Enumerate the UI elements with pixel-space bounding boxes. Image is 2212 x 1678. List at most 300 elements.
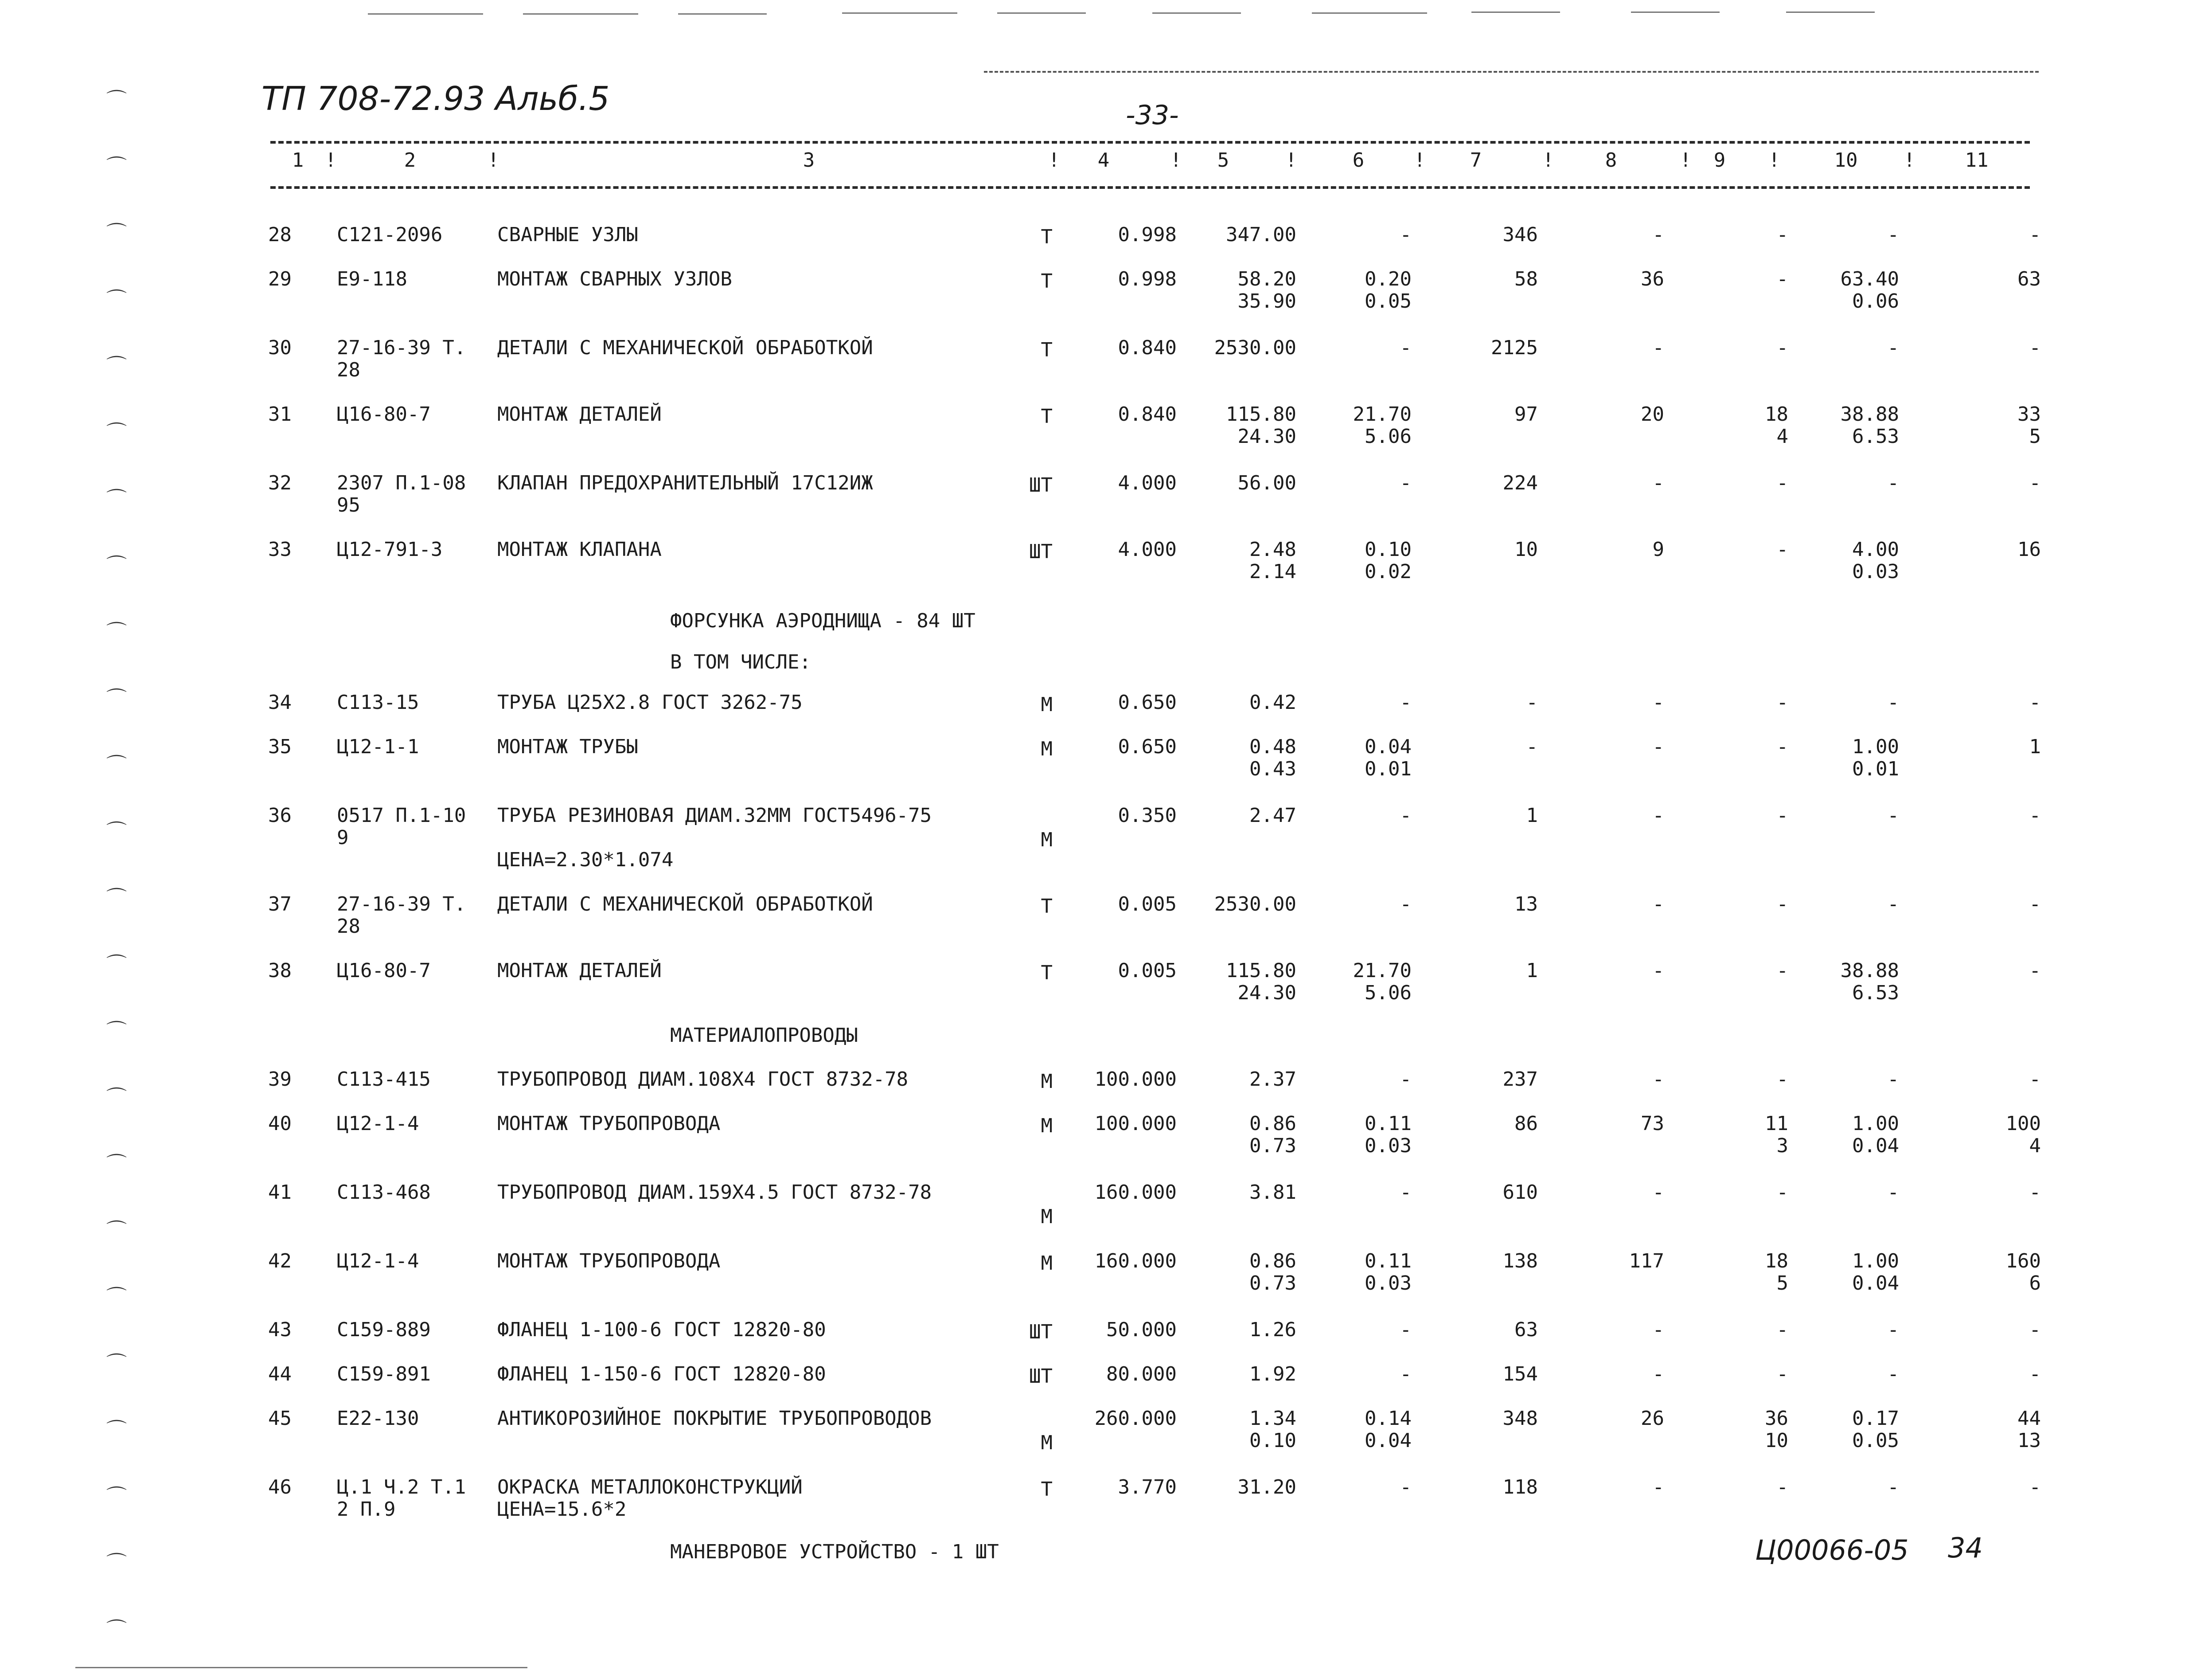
col-8-line: - bbox=[1652, 472, 1664, 494]
col-9-line: 5 bbox=[1776, 1272, 1788, 1295]
unit-line: М bbox=[1041, 1115, 1053, 1137]
col-7-line: - bbox=[1526, 735, 1538, 758]
unit-line: Т bbox=[1041, 405, 1053, 428]
col-8-line: - bbox=[1652, 223, 1664, 246]
col-8-line: 36 bbox=[1641, 268, 1664, 290]
col-5-line: 1.34 bbox=[1249, 1407, 1296, 1430]
col-11 bbox=[2029, 1068, 2041, 1091]
col-7 bbox=[1514, 893, 1538, 915]
col-5-line: 2.48 bbox=[1249, 538, 1296, 561]
col-10-line: 0.17 bbox=[1852, 1407, 1899, 1430]
column-header-5: 5 bbox=[1217, 149, 1229, 172]
row-number bbox=[268, 268, 292, 290]
row-number-line: 42 bbox=[268, 1250, 292, 1272]
col-7-line: 97 bbox=[1514, 403, 1538, 426]
quantity bbox=[1095, 1068, 1177, 1091]
col-7-line: 1 bbox=[1526, 959, 1538, 982]
item-name bbox=[497, 472, 873, 494]
col-6-line: 21.70 bbox=[1353, 403, 1412, 426]
binding-hole-mark: ⌒ bbox=[106, 1086, 127, 1110]
col-10-line: 0.01 bbox=[1852, 758, 1899, 780]
price-code bbox=[337, 1408, 419, 1430]
row-number-line: 29 bbox=[268, 268, 292, 290]
scan-line bbox=[75, 1667, 527, 1668]
col-11 bbox=[2029, 1181, 2041, 1204]
col-10 bbox=[1888, 805, 1900, 827]
sheet-number: 34 bbox=[1948, 1532, 1983, 1564]
col-8 bbox=[1641, 403, 1664, 426]
col-6 bbox=[1365, 1250, 1412, 1295]
col-10 bbox=[1888, 337, 1900, 359]
col-10-line: 0.04 bbox=[1852, 1134, 1899, 1157]
col-11 bbox=[2029, 1319, 2041, 1341]
unit bbox=[1029, 1365, 1053, 1388]
unit bbox=[1041, 896, 1053, 918]
col-8-line: 9 bbox=[1652, 538, 1664, 561]
scan-line bbox=[368, 13, 483, 15]
quantity bbox=[1118, 805, 1177, 827]
col-9-line: 18 bbox=[1765, 1250, 1788, 1272]
col-5-line: 1.92 bbox=[1249, 1363, 1296, 1385]
col-9 bbox=[1777, 1363, 1789, 1385]
col-5 bbox=[1249, 1408, 1296, 1452]
row-number-line: 37 bbox=[268, 893, 292, 915]
col-11-line: 44 bbox=[2017, 1407, 2041, 1430]
col-6 bbox=[1400, 224, 1412, 246]
col-11 bbox=[2029, 805, 2041, 827]
col-11 bbox=[2029, 893, 2041, 915]
col-6 bbox=[1400, 1068, 1412, 1091]
col-6-line: 0.04 bbox=[1365, 735, 1412, 758]
header-top-rule bbox=[270, 141, 2030, 144]
price-code bbox=[337, 1363, 431, 1385]
item-name bbox=[497, 805, 932, 871]
col-6-line: 0.05 bbox=[1365, 290, 1412, 313]
item-name-line: ФЛАНЕЦ 1-150-6 ГОСТ 12820-80 bbox=[497, 1363, 826, 1385]
col-6-line: - bbox=[1400, 1068, 1412, 1091]
item-name-line: МОНТАЖ ТРУБЫ bbox=[497, 735, 638, 758]
col-11 bbox=[2029, 472, 2041, 494]
price-code-line: Ц.1 Ч.2 Т.1 bbox=[337, 1476, 466, 1498]
col-11 bbox=[2017, 539, 2041, 561]
col-5 bbox=[1238, 268, 1296, 313]
col-9-line: - bbox=[1776, 804, 1788, 827]
binding-hole-mark: ⌒ bbox=[106, 687, 127, 711]
col-9 bbox=[1765, 1408, 1788, 1452]
quantity-line: 4.000 bbox=[1118, 472, 1177, 494]
binding-hole-mark: ⌒ bbox=[106, 1219, 127, 1243]
item-name bbox=[497, 337, 873, 359]
binding-hole-mark: ⌒ bbox=[106, 221, 127, 245]
price-code-line: Е22-130 bbox=[337, 1407, 419, 1430]
col-6-line: - bbox=[1400, 1318, 1412, 1341]
scan-line bbox=[997, 12, 1086, 14]
row-number-line: 31 bbox=[268, 403, 292, 426]
col-6-line: - bbox=[1400, 804, 1412, 827]
item-name bbox=[497, 893, 873, 915]
page-number: -33- bbox=[1126, 100, 1179, 131]
item-name bbox=[497, 1408, 932, 1430]
col-11-line: - bbox=[2029, 1363, 2041, 1385]
col-10-line: - bbox=[1887, 1068, 1899, 1091]
col-6-line: 0.11 bbox=[1365, 1250, 1412, 1272]
item-name-line: МОНТАЖ КЛАПАНА bbox=[497, 538, 662, 561]
col-9 bbox=[1777, 1068, 1789, 1091]
col-8 bbox=[1653, 736, 1665, 758]
col-11-line: - bbox=[2029, 1318, 2041, 1341]
col-7-line: 346 bbox=[1502, 223, 1538, 246]
col-11-line: - bbox=[2029, 472, 2041, 494]
row-number bbox=[268, 1113, 292, 1135]
quantity-line: 3.770 bbox=[1118, 1476, 1177, 1498]
item-name bbox=[497, 736, 638, 758]
col-10-line: 0.04 bbox=[1852, 1272, 1899, 1295]
unit-line: Т bbox=[1041, 339, 1053, 361]
col-10 bbox=[1888, 1363, 1900, 1385]
price-code-line: 95 bbox=[337, 494, 360, 516]
unit bbox=[1041, 1206, 1053, 1228]
col-6 bbox=[1400, 472, 1412, 494]
col-11-line: 33 bbox=[2017, 403, 2041, 426]
col-6-line: - bbox=[1400, 1476, 1412, 1498]
quantity bbox=[1118, 692, 1177, 714]
column-separator: ! bbox=[1768, 149, 1780, 172]
col-8-line: - bbox=[1652, 804, 1664, 827]
column-header-7: 7 bbox=[1470, 149, 1482, 172]
binding-hole-mark: ⌒ bbox=[106, 288, 127, 312]
row-number-line: 36 bbox=[268, 804, 292, 827]
col-8-line: - bbox=[1652, 1476, 1664, 1498]
col-8-line: - bbox=[1652, 691, 1664, 714]
col-10-line: 6.53 bbox=[1852, 425, 1899, 448]
col-5-line: 24.30 bbox=[1237, 982, 1296, 1004]
col-10 bbox=[1888, 1068, 1900, 1091]
col-11 bbox=[2029, 1363, 2041, 1385]
scan-line bbox=[1312, 12, 1427, 14]
col-6-line: 0.14 bbox=[1365, 1407, 1412, 1430]
col-11-line: - bbox=[2029, 893, 2041, 915]
binding-hole-mark: ⌒ bbox=[106, 88, 127, 112]
col-5 bbox=[1249, 1250, 1296, 1295]
quantity-line: 0.998 bbox=[1118, 223, 1177, 246]
col-11-line: 4 bbox=[2029, 1134, 2041, 1157]
col-11-line: - bbox=[2029, 804, 2041, 827]
price-code-line: С113-15 bbox=[337, 691, 419, 714]
col-5 bbox=[1249, 736, 1296, 780]
col-9-line: - bbox=[1776, 1068, 1788, 1091]
col-9 bbox=[1777, 224, 1789, 246]
col-10-line: - bbox=[1887, 336, 1899, 359]
col-6 bbox=[1365, 268, 1412, 313]
unit bbox=[1041, 1432, 1053, 1454]
col-7-line: 1 bbox=[1526, 804, 1538, 827]
col-10-line: - bbox=[1887, 223, 1899, 246]
col-9 bbox=[1777, 539, 1789, 561]
col-11 bbox=[2017, 268, 2041, 290]
col-11-line: 16 bbox=[2017, 538, 2041, 561]
col-11 bbox=[2029, 960, 2041, 982]
col-11-line: - bbox=[2029, 959, 2041, 982]
item-name-line: МОНТАЖ ДЕТАЛЕЙ bbox=[497, 403, 662, 426]
unit-line: Т bbox=[1041, 895, 1053, 918]
quantity-line: 100.000 bbox=[1094, 1112, 1177, 1135]
price-code-line: 0517 П.1-10 bbox=[337, 804, 466, 827]
unit-line: М bbox=[1041, 738, 1053, 760]
quantity bbox=[1118, 893, 1177, 915]
col-5-line: 0.73 bbox=[1249, 1134, 1296, 1157]
column-header-2: 2 bbox=[404, 149, 416, 172]
binding-hole-mark: ⌒ bbox=[106, 820, 127, 844]
col-7 bbox=[1503, 1476, 1538, 1498]
col-5-line: 2.14 bbox=[1249, 560, 1296, 583]
col-5 bbox=[1238, 1476, 1296, 1498]
item-name-line: АНТИКОРОЗИЙНОЕ ПОКРЫТИЕ ТРУБОПРОВОДОВ bbox=[497, 1407, 932, 1430]
unit bbox=[1041, 738, 1053, 760]
col-8-line: 117 bbox=[1629, 1250, 1664, 1272]
col-6-line: - bbox=[1400, 691, 1412, 714]
binding-hole-mark: ⌒ bbox=[106, 1285, 127, 1309]
col-5 bbox=[1238, 472, 1296, 494]
col-9-line: - bbox=[1776, 691, 1788, 714]
col-8-line: - bbox=[1652, 336, 1664, 359]
col-6-line: - bbox=[1400, 893, 1412, 915]
item-name-line: МОНТАЖ СВАРНЫХ УЗЛОВ bbox=[497, 268, 732, 290]
row-number bbox=[268, 1476, 292, 1498]
price-code-line: С159-891 bbox=[337, 1363, 431, 1385]
price-code-line: 28 bbox=[337, 359, 360, 381]
col-9 bbox=[1777, 1181, 1789, 1204]
col-6-line: 21.70 bbox=[1353, 959, 1412, 982]
row-number bbox=[268, 960, 292, 982]
col-5-line: 0.73 bbox=[1249, 1272, 1296, 1295]
col-7-line: 2125 bbox=[1491, 336, 1538, 359]
quantity bbox=[1118, 403, 1177, 426]
binding-hole-mark: ⌒ bbox=[106, 1152, 127, 1176]
row-number-line: 41 bbox=[268, 1181, 292, 1204]
col-5-line: 0.48 bbox=[1249, 735, 1296, 758]
price-code-line: Е9-118 bbox=[337, 268, 407, 290]
col-10-line: - bbox=[1887, 472, 1899, 494]
column-separator: ! bbox=[1048, 149, 1060, 172]
col-9 bbox=[1777, 1476, 1789, 1498]
col-7-line: 237 bbox=[1502, 1068, 1538, 1091]
col-10-line: - bbox=[1887, 1363, 1899, 1385]
section-heading: В ТОМ ЧИСЛЕ: bbox=[670, 651, 811, 673]
col-5-line: 2530.00 bbox=[1214, 893, 1296, 915]
col-6 bbox=[1400, 1319, 1412, 1341]
row-number bbox=[268, 539, 292, 561]
quantity bbox=[1118, 1476, 1177, 1498]
col-10-line: 6.53 bbox=[1852, 982, 1899, 1004]
col-5 bbox=[1249, 1181, 1296, 1204]
price-code-line: Ц12-1-1 bbox=[337, 735, 419, 758]
row-number bbox=[268, 1250, 292, 1272]
col-10-line: - bbox=[1887, 691, 1899, 714]
col-11 bbox=[2017, 403, 2041, 448]
unit-line: Т bbox=[1041, 1478, 1053, 1501]
unit-line: Т bbox=[1041, 226, 1053, 248]
row-number bbox=[268, 1363, 292, 1385]
unit bbox=[1029, 541, 1053, 563]
col-5 bbox=[1249, 805, 1296, 827]
row-number-line: 46 bbox=[268, 1476, 292, 1498]
col-11-line: 63 bbox=[2017, 268, 2041, 290]
col-9-line: - bbox=[1776, 959, 1788, 982]
item-name-line: МОНТАЖ ДЕТАЛЕЙ bbox=[497, 959, 662, 982]
col-10 bbox=[1888, 692, 1900, 714]
scan-line bbox=[984, 71, 2039, 73]
item-name-line: КЛАПАН ПРЕДОХРАНИТЕЛЬНЫЙ 17С12ИЖ bbox=[497, 472, 873, 494]
quantity bbox=[1118, 736, 1177, 758]
row-number bbox=[268, 224, 292, 246]
column-separator: ! bbox=[1170, 149, 1182, 172]
item-name-line: ТРУБА РЕЗИНОВАЯ ДИАМ.32ММ ГОСТ5496-75 bbox=[497, 804, 932, 827]
col-7-line: - bbox=[1526, 691, 1538, 714]
unit-line: Т bbox=[1041, 962, 1053, 984]
quantity-line: 0.350 bbox=[1118, 804, 1177, 827]
quantity bbox=[1095, 1181, 1177, 1204]
col-9-line: 10 bbox=[1765, 1429, 1788, 1452]
price-code-line: 27-16-39 Т. bbox=[337, 893, 466, 915]
scan-line bbox=[523, 13, 638, 15]
col-8 bbox=[1653, 692, 1665, 714]
price-code bbox=[337, 539, 442, 561]
col-9-line: - bbox=[1776, 1363, 1788, 1385]
col-7 bbox=[1526, 692, 1538, 714]
col-5 bbox=[1226, 224, 1296, 246]
col-6-line: - bbox=[1400, 336, 1412, 359]
document-code: ТП 708-72.93 Альб.5 bbox=[261, 80, 610, 118]
col-7 bbox=[1503, 1068, 1538, 1091]
item-name bbox=[497, 403, 662, 426]
price-code-line: Ц12-1-4 bbox=[337, 1250, 419, 1272]
col-9-line: - bbox=[1776, 268, 1788, 290]
unit-line: ШТ bbox=[1029, 1321, 1053, 1343]
item-name-line: ФЛАНЕЦ 1-100-6 ГОСТ 12820-80 bbox=[497, 1318, 826, 1341]
col-11-line: - bbox=[2029, 223, 2041, 246]
quantity bbox=[1095, 1408, 1177, 1430]
col-9-line: 4 bbox=[1776, 425, 1788, 448]
col-8 bbox=[1653, 1181, 1665, 1204]
col-10 bbox=[1852, 736, 1899, 780]
binding-hole-mark: ⌒ bbox=[106, 1418, 127, 1442]
col-6-line: 0.04 bbox=[1365, 1429, 1412, 1452]
col-10-line: 1.00 bbox=[1852, 735, 1899, 758]
col-5 bbox=[1214, 893, 1296, 915]
col-9-line: 18 bbox=[1765, 403, 1788, 426]
col-10 bbox=[1841, 268, 1899, 313]
item-name-line: МОНТАЖ ТРУБОПРОВОДА bbox=[497, 1112, 721, 1135]
quantity bbox=[1118, 268, 1177, 290]
col-10-line: - bbox=[1887, 1181, 1899, 1204]
col-7 bbox=[1503, 1408, 1538, 1430]
col-8 bbox=[1653, 1319, 1665, 1341]
scan-line bbox=[1786, 12, 1875, 13]
col-8 bbox=[1653, 960, 1665, 982]
col-6-line: - bbox=[1400, 472, 1412, 494]
item-name bbox=[497, 1319, 826, 1341]
col-11 bbox=[2029, 337, 2041, 359]
row-number-line: 43 bbox=[268, 1318, 292, 1341]
col-7 bbox=[1503, 1363, 1538, 1385]
col-10-line: - bbox=[1887, 893, 1899, 915]
col-11-line: - bbox=[2029, 336, 2041, 359]
col-8-line: 20 bbox=[1641, 403, 1664, 426]
col-11-line: 5 bbox=[2029, 425, 2041, 448]
row-number bbox=[268, 736, 292, 758]
unit-line: М bbox=[1041, 829, 1053, 851]
price-code-line: 28 bbox=[337, 915, 360, 938]
price-code bbox=[337, 224, 442, 246]
item-name-line: ЦЕНА=2.30*1.074 bbox=[497, 849, 674, 871]
price-code bbox=[337, 1068, 431, 1091]
item-name bbox=[497, 1363, 826, 1385]
col-7-line: 610 bbox=[1502, 1181, 1538, 1204]
col-8 bbox=[1641, 1408, 1664, 1430]
unit bbox=[1041, 1252, 1053, 1275]
unit bbox=[1041, 694, 1053, 716]
col-5-line: 115.80 bbox=[1226, 403, 1296, 426]
binding-hole-mark: ⌒ bbox=[106, 487, 127, 511]
price-code-line: С113-415 bbox=[337, 1068, 431, 1091]
price-code bbox=[337, 1113, 419, 1135]
item-name bbox=[497, 960, 662, 982]
col-8-line: - bbox=[1652, 1181, 1664, 1204]
col-10 bbox=[1852, 539, 1899, 583]
column-separator: ! bbox=[1904, 149, 1916, 172]
item-name-line: МОНТАЖ ТРУБОПРОВОДА bbox=[497, 1250, 721, 1272]
col-8-line: - bbox=[1652, 893, 1664, 915]
price-code-line: С159-889 bbox=[337, 1318, 431, 1341]
col-11-line: - bbox=[2029, 691, 2041, 714]
row-number bbox=[268, 472, 292, 494]
col-5-line: 0.43 bbox=[1249, 758, 1296, 780]
col-9 bbox=[1777, 960, 1789, 982]
binding-hole-mark: ⌒ bbox=[106, 620, 127, 644]
col-11-line: 6 bbox=[2029, 1272, 2041, 1295]
quantity-line: 0.650 bbox=[1118, 691, 1177, 714]
col-11-line: 160 bbox=[2005, 1250, 2041, 1272]
col-8-line: - bbox=[1652, 959, 1664, 982]
col-10-line: 1.00 bbox=[1852, 1112, 1899, 1135]
quantity bbox=[1095, 1113, 1177, 1135]
unit-line: ШТ bbox=[1029, 1365, 1053, 1388]
item-name-line: ДЕТАЛИ С МЕХАНИЧЕСКОЙ ОБРАБОТКОЙ bbox=[497, 893, 873, 915]
price-code bbox=[337, 268, 407, 290]
col-8 bbox=[1641, 268, 1664, 290]
unit bbox=[1041, 226, 1053, 248]
col-10 bbox=[1888, 1319, 1900, 1341]
col-7 bbox=[1491, 337, 1538, 359]
column-separator: ! bbox=[1542, 149, 1554, 172]
column-separator: ! bbox=[1680, 149, 1692, 172]
row-number-line: 35 bbox=[268, 735, 292, 758]
quantity-line: 160.000 bbox=[1094, 1181, 1177, 1204]
col-5 bbox=[1249, 1068, 1296, 1091]
col-7 bbox=[1514, 403, 1538, 426]
col-9 bbox=[1777, 736, 1789, 758]
col-6 bbox=[1400, 805, 1412, 827]
col-9 bbox=[1777, 893, 1789, 915]
col-9 bbox=[1777, 472, 1789, 494]
col-11 bbox=[2006, 1250, 2041, 1295]
col-6-line: 5.06 bbox=[1365, 425, 1412, 448]
col-8 bbox=[1653, 1363, 1665, 1385]
column-header-4: 4 bbox=[1097, 149, 1110, 172]
col-8 bbox=[1653, 472, 1665, 494]
row-number bbox=[268, 893, 292, 915]
scan-line bbox=[678, 13, 767, 15]
